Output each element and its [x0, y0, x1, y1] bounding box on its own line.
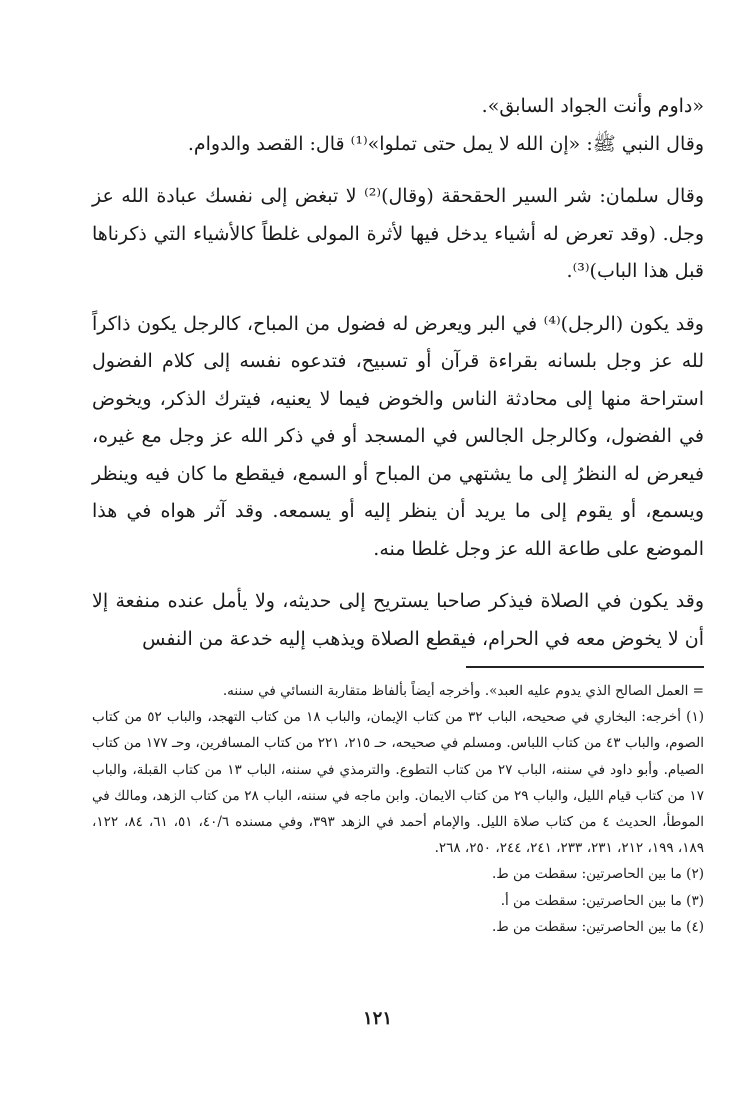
- main-text: [92, 88, 704, 658]
- footnote-3: (٣) ما بين الحاصرتين: سقطت من أ.: [500, 892, 704, 909]
- page-number: ١٢١: [362, 1008, 392, 1029]
- footnote-separator: [466, 666, 704, 668]
- footnote-continuation: = العمل الصالح الذي يدوم عليه العبد». وأخرجه أيضاً بألفاظ متقاربة النسائي في سننه.: [222, 683, 704, 699]
- paragraph-2: وقال النبي ﷺ: «إن الله لا يمل حتى تملوا»⁽¹⁾ قال: القصد والدوام.: [187, 132, 704, 155]
- paragraph-5: وقد يكون في الصلاة فيذكر صاحبا يستريح إلى حديثه، ولا يأمل عنده منفعة إلا أن لا يخوض معه في الحرام، فيقطع الصلاة ويذهب إليه خدعة من النفس: [92, 590, 704, 650]
- paragraph-1: «داوم وأنت الجواد السابق».: [481, 95, 704, 117]
- footnotes: [92, 678, 704, 940]
- paragraph-3: وقال سلمان: شر السير الحقحقة (وقال)⁽²⁾ لا تبغض إلى نفسك عبادة الله عز وجل. (وقد تعرض له أشياء يدخل فيها لأثرة المولى غلطاً كالأشياء التي ذكرناها قبل هذا الباب)⁽³⁾.: [92, 185, 705, 282]
- footnote-2: (٢) ما بين الحاصرتين: سقطت من ط.: [491, 866, 704, 883]
- footnote-4: (٤) ما بين الحاصرتين: سقطت من ط.: [491, 918, 704, 935]
- footnote-1: (١) أخرجه: البخاري في صحيحه، الباب ٣٢ من كتاب الإيمان، والباب ١٨ من كتاب التهجد، والباب ٥٢ من كتاب الصوم، والباب ٤٣ من كتاب اللباس. ومسلم في صحيحه، حـ ٢١٥، ٢٢١ من كتاب المسافرين، وحـ ١٧٧ من كتاب الصيام. وأبو داود في سننه، الباب ٢٧ من كتاب التطوع. والترمذي في سننه، الباب ١٣ من كتاب القبلة، والباب ١٧ من كتاب قيام الليل، والباب ٢٩ من كتاب الايمان. وابن ماجه في سننه، الباب ٢٨ من كتاب الزهد، ومالك في الموطأ، الحديث ٤ من كتاب صلاة الليل. والإمام أحمد في الزهد ٣٩٣، وفي مسنده ٤٠/٦، ٥١، ٦١، ٨٤، ١٢٢، ١٨٩، ١٩٩، ٢١٢، ٢٣١، ٢٣٣، ٢٤١، ٢٤٤، ٢٥٠، ٢٦٨.: [92, 709, 705, 857]
- paragraph-4: وقد يكون (الرجل)⁽⁴⁾ في البر ويعرض له فضول من المباح، كالرجل يكون ذاكراً لله عز وجل بلسانه بقراءة قرآن أو تسبيح، فتدعوه نفسه إلى كلام الفضول استراحة منها إلى محادثة الناس والخوض فيما لا يعنيه، فيترك الذكر، ويخوض في الفضول، وكالرجل الجالس في المسجد أو في ذكر الله عز وجل مع غيره، فيعرض له النظرُ إلى ما يشتهي من المباح أو السمع، فيقطع ما كان فيه وينظر ويسمع، أو يقوم إلى ما يريد أن ينظر إليه أو يسمعه. وقد آثر هواه في هذا الموضع على طاعة الله عز وجل غلطا منه.: [92, 312, 704, 560]
